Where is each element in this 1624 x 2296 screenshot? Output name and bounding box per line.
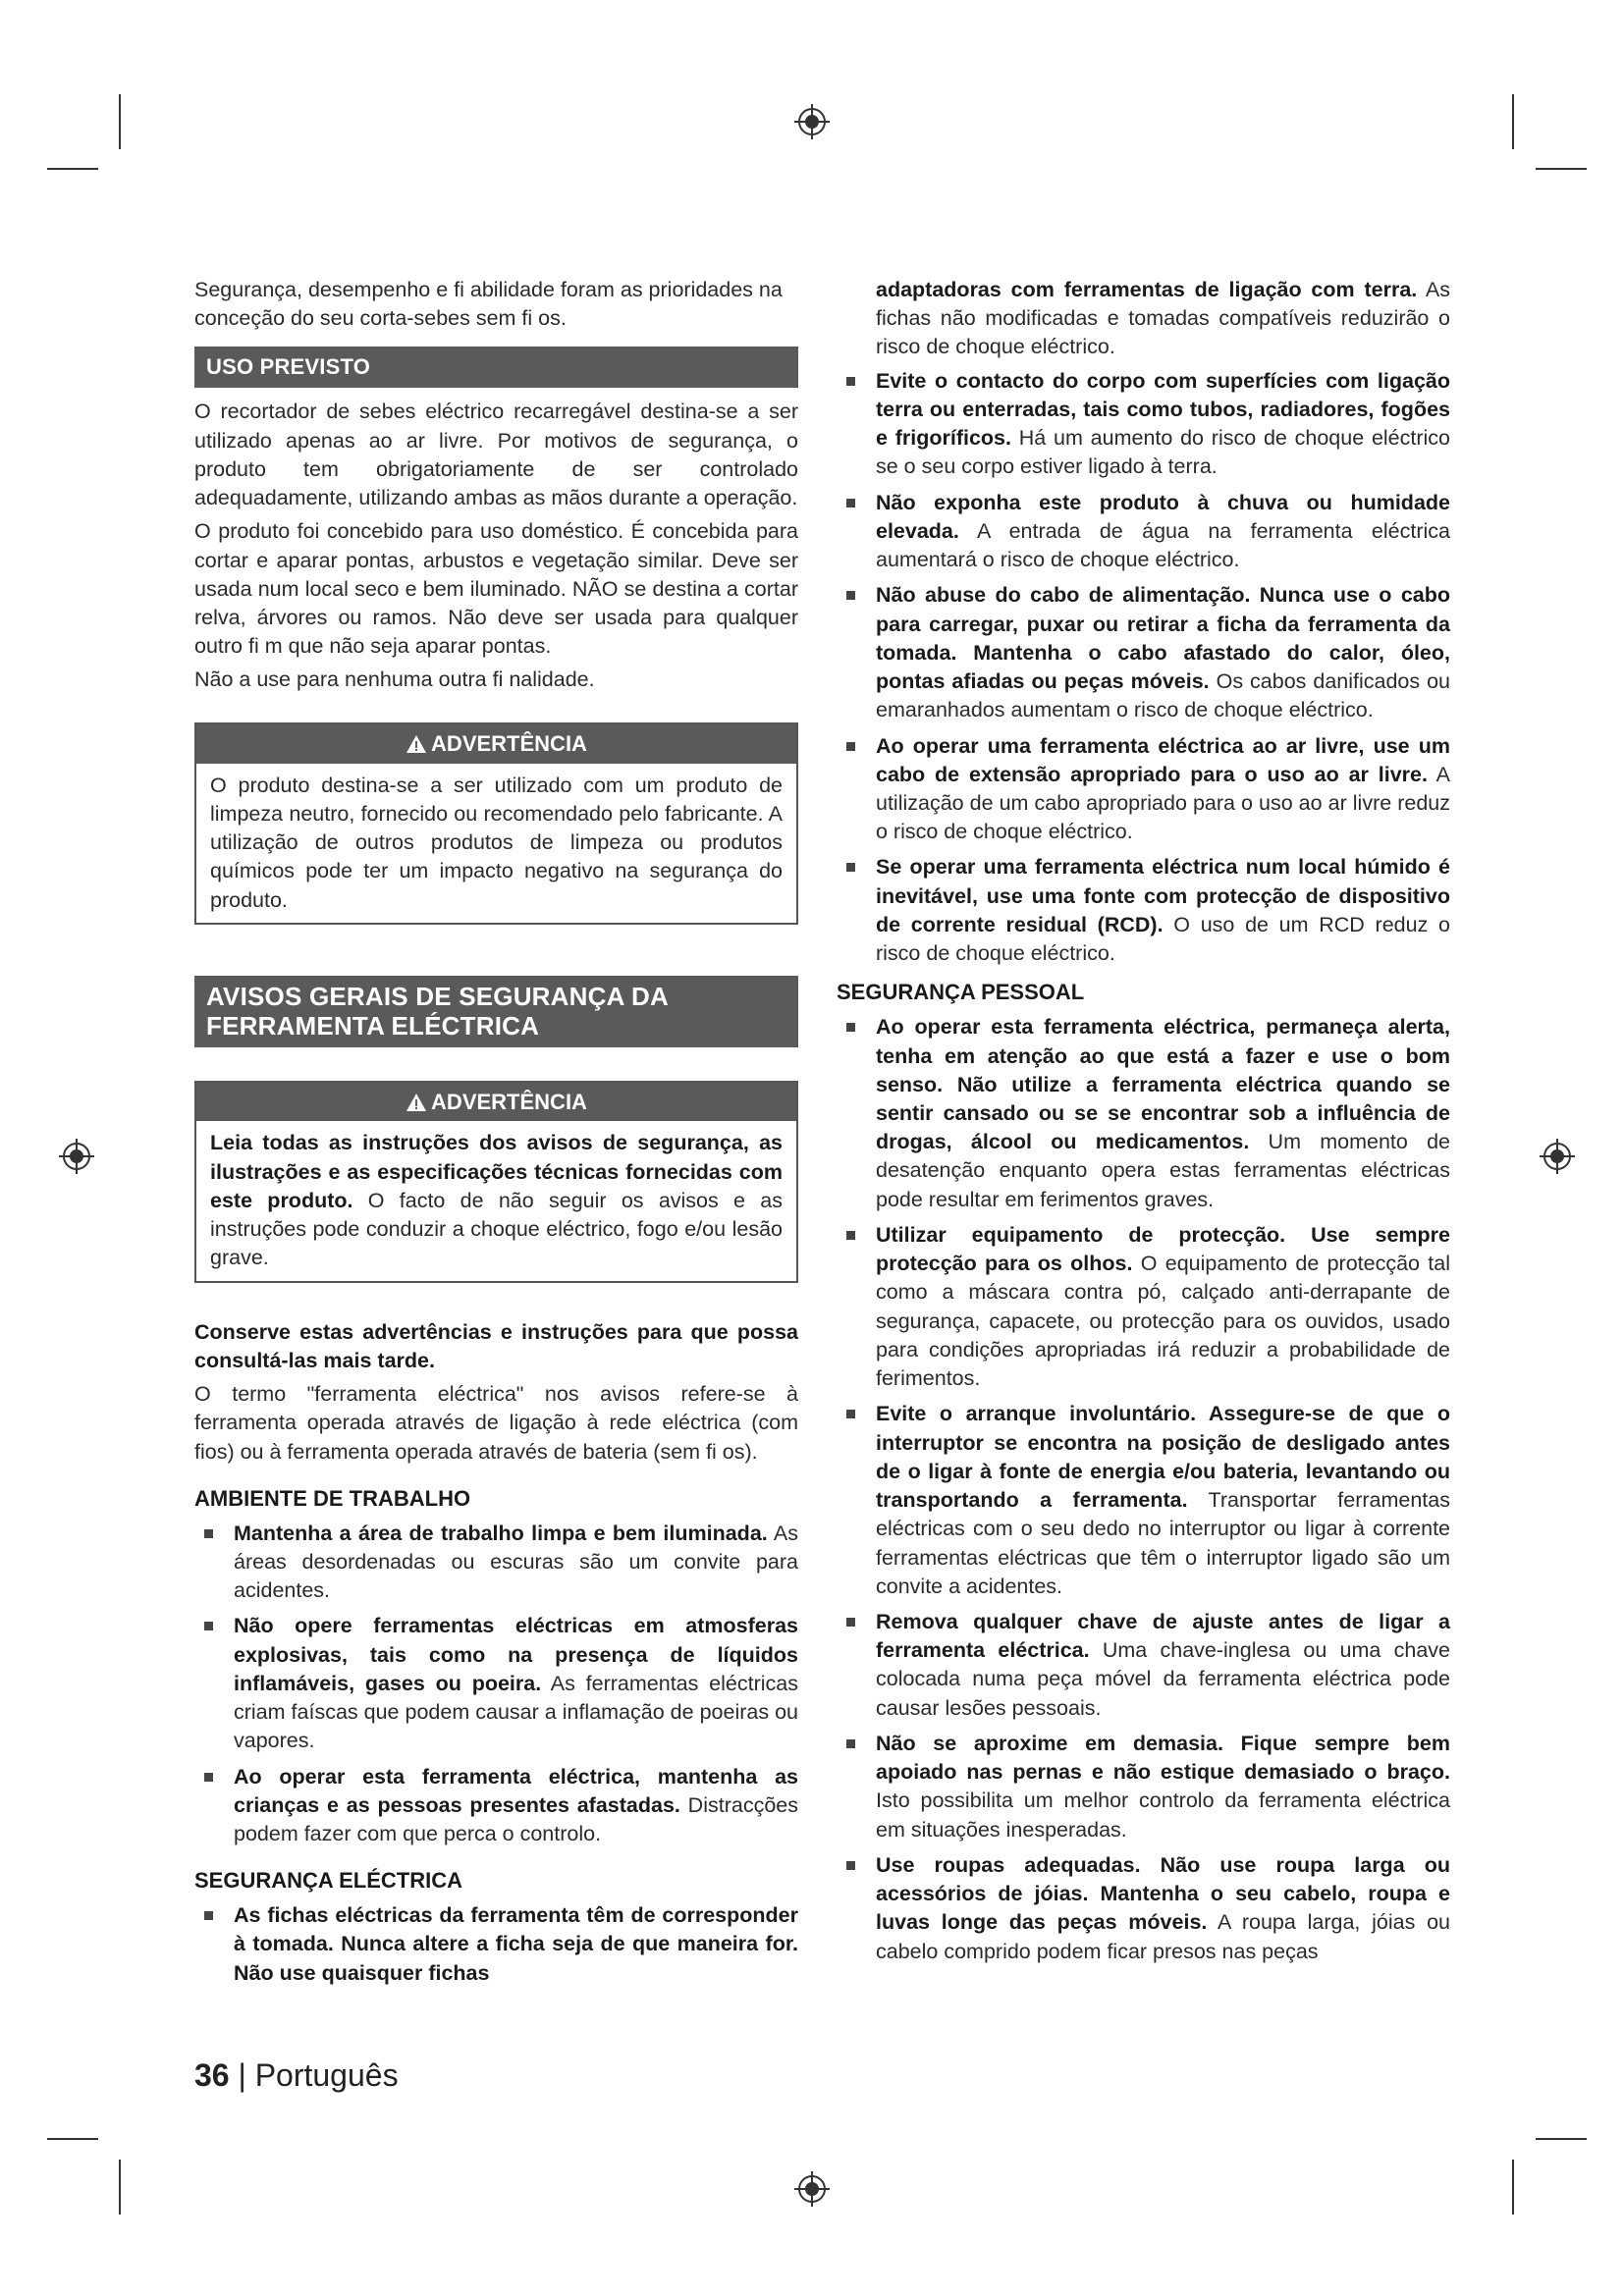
- seguranca-electrica-heading: SEGURANÇA ELÉCTRICA: [194, 1868, 462, 1894]
- uso-paragraph-2: O produto foi concebido para uso doméstico. É concebida para cortar e aparar pontas, arbustos e vegetação similar. Deve ser usada num local seco e bem iluminado. NÃO se destina a cortar relva, árvores ou ramos. Não deve ser usada para qualquer outro fi m que não seja aparar pontas.: [194, 519, 798, 659]
- pessoal-item-6-bold: Use roupas adequadas. Não use roupa larga ou acessórios de jóias. Mantenha o seu cabelo, roupa e luvas longe das peças móveis.: [876, 1852, 1450, 1935]
- left-column: [194, 276, 798, 1995]
- pessoal-item-1-bold: Ao operar esta ferramenta eléctrica, permaneça alerta, tenha em atenção ao que está a fazer e use o bom senso. Não utilize a ferramenta eléctrica quando se sentir cansado ou se se encontrar sob a influência de drogas, álcool ou medicamentos.: [876, 1015, 1450, 1154]
- electrica-item-1-bold: As fichas eléctricas da ferramenta têm de corresponder à tomada. Nunca altere a ficha seja de que maneira for. Não use quaisquer fichas: [234, 1903, 798, 1985]
- pessoal-item-2: [837, 1221, 1450, 1393]
- pessoal-item-5-text: Isto possibilita um melhor controlo da ferramenta eléctrica em situações inesperadas.: [876, 1789, 1450, 1842]
- uso-paragraph-1: O recortador de sebes eléctrico recarregável destina-se a ser utilizado apenas ao ar livre. Por motivos de segurança, o produto tem obrigatoriamente de ser controlado adequadamente, utilizando ambas as mãos durante a operação.: [194, 400, 798, 510]
- seguranca-pessoal-heading: SEGURANÇA PESSOAL: [837, 980, 1085, 1005]
- page-footer: [194, 2057, 399, 2094]
- pessoal-item-1-text: Um momento de desatenção enquanto opera estas ferramentas eléctricas pode resultar em ferimentos graves.: [876, 1130, 1450, 1211]
- pessoal-item-1: [837, 1013, 1450, 1214]
- electrica-item-1-cont-bold: adaptadoras com ferramentas de ligação com terra.: [876, 278, 1418, 301]
- ambiente-item-3-bold: Ao operar esta ferramenta eléctrica, mantenha as crianças e as pessoas presentes afastadas.: [234, 1764, 798, 1817]
- electrica-item-2-bold: Evite o contacto do corpo com superfícies com ligação terra ou enterradas, tais como tubos, radiadores, fogões e frigoríficos.: [876, 368, 1450, 451]
- registration-mark-top-icon: [792, 102, 832, 141]
- ambiente-item-2: [194, 1612, 798, 1755]
- electrica-item-5-bold: Ao operar uma ferramenta eléctrica ao ar livre, use um cabo de extensão apropriado para o uso ao ar livre.: [876, 733, 1450, 786]
- ambiente-item-3: [194, 1763, 798, 1849]
- warning-box-1-header: [196, 724, 796, 764]
- crop-mark-bl-v: [119, 2160, 121, 2215]
- warning-box-2: [194, 1081, 798, 1283]
- electrica-item-4: [837, 581, 1450, 724]
- ambiente-heading: AMBIENTE DE TRABALHO: [194, 1485, 471, 1511]
- warning-box-2-header: [196, 1083, 796, 1122]
- page-language: Português: [254, 2057, 399, 2093]
- warning-box-2-bold: Leia todas as instruções dos avisos de segurança, as ilustrações e as especificações técnicas fornecidas com este produto.: [210, 1131, 783, 1212]
- conserve-paragraph: Conserve estas advertências e instruções para que possa consultá-las mais tarde.: [194, 1319, 798, 1372]
- electrica-item-6-text: O uso de um RCD reduz o risco de choque eléctrico.: [876, 912, 1450, 966]
- crop-mark-tl-h: [47, 168, 98, 170]
- warning-box-1: [194, 722, 798, 925]
- uso-previsto-heading: USO PREVISTO: [194, 347, 798, 388]
- pessoal-item-2-bold: Utilizar equipamento de protecção. Use sempre protecção para os olhos.: [876, 1222, 1450, 1276]
- pessoal-item-3-bold: Evite o arranque involuntário. Assegure-se de que o interruptor se encontra na posição de desligado antes de o ligar à fonte de energia e/ou bateria, levantando ou transportando a ferramenta.: [876, 1402, 1450, 1513]
- right-column: [837, 276, 1450, 1973]
- crop-mark-bl-h: [47, 2138, 98, 2140]
- intro-paragraph: Segurança, desempenho e fi abilidade foram as prioridades na conceção do seu corta-sebes sem fi os.: [194, 278, 783, 331]
- registration-mark-right-icon: [1538, 1137, 1577, 1176]
- pessoal-item-3: [837, 1400, 1450, 1601]
- avisos-gerais-heading: AVISOS GERAIS DE SEGURANÇA DA FERRAMENTA ELÉCTRICA: [194, 976, 798, 1047]
- electrica-item-2-text: Há um aumento do risco de choque eléctrico se o seu corpo estiver ligado à terra.: [876, 426, 1450, 479]
- warning-triangle-icon: [406, 734, 427, 754]
- ambiente-item-1-bold: Mantenha a área de trabalho limpa e bem iluminada.: [234, 1521, 768, 1545]
- page-number: 36: [194, 2057, 230, 2093]
- ambiente-item-3-text: Distracções podem fazer com que perca o controlo.: [234, 1792, 798, 1846]
- crop-mark-tr-v: [1512, 94, 1514, 149]
- warning-box-2-text: [210, 1129, 783, 1272]
- registration-mark-left-icon: [57, 1137, 96, 1176]
- pessoal-item-2-text: O equipamento de protecção tal como a máscara contra pó, calçado anti-derrapante de segurança, capacete, ou protecção para os ouvidos, usado para condições apropriadas irá reduzir a probabilidade de ferimentos.: [876, 1252, 1451, 1391]
- electrica-item-2: [837, 367, 1450, 482]
- electrica-item-3-bold: Não exponha este produto à chuva ou humidade elevada.: [876, 490, 1450, 543]
- pessoal-item-4: [837, 1608, 1450, 1723]
- ambiente-item-1-text: As áreas desordenadas ou escuras são um convite para acidentes.: [234, 1521, 798, 1603]
- electrica-item-1-cont-text: As fichas não modificadas e tomadas compatíveis reduzirão o risco de choque eléctrico.: [876, 278, 1450, 359]
- warning-box-1-text: O produto destina-se a ser utilizado com um produto de limpeza neutro, fornecido ou recomendado pelo fabricante. A utilização de outros produtos de limpeza ou produtos químicos pode ter um impacto negativo na segurança do produto.: [210, 773, 783, 912]
- electrica-item-5-text: A utilização de um cabo apropriado para o uso ao ar livre reduz o risco de choque eléctrico.: [876, 762, 1450, 844]
- uso-paragraph-3: Não a use para nenhuma outra fi nalidade.: [194, 667, 595, 692]
- pessoal-item-5: [837, 1730, 1450, 1844]
- pessoal-item-6: [837, 1851, 1450, 1966]
- electrica-item-4-bold: Não abuse do cabo de alimentação. Nunca use o cabo para carregar, puxar ou retirar a ficha da ferramenta da tomada. Mantenha o cabo afastado do calor, óleo, pontas afiadas ou peças móveis.: [876, 583, 1450, 694]
- warning-box-2-title: ADVERTÊNCIA: [431, 1089, 587, 1114]
- warning-box-1-title: ADVERTÊNCIA: [431, 730, 587, 756]
- ambiente-item-2-bold: Não opere ferramentas eléctricas em atmosferas explosivas, tais como na presença de líquidos inflamáveis, gases ou poeira.: [234, 1614, 798, 1695]
- electrica-item-3-text: A entrada de água na ferramenta eléctrica aumentará o risco de choque eléctrico.: [876, 518, 1450, 572]
- electrica-item-5: [837, 732, 1450, 847]
- electrica-item-1: [194, 1901, 798, 1988]
- ambiente-item-1: [194, 1520, 798, 1606]
- electrica-item-6-bold: Se operar uma ferramenta eléctrica num local húmido é inevitável, use uma fonte com protecção de dispositivo de corrente residual (RCD).: [876, 855, 1450, 936]
- warning-box-2-rest: O facto de não seguir os avisos e as instruções pode conduzir a choque eléctrico, fogo e/ou lesão grave.: [210, 1188, 783, 1270]
- pessoal-item-4-text: Uma chave-inglesa ou uma chave colocada numa peça móvel da ferramenta eléctrica pode causar lesões pessoais.: [876, 1638, 1450, 1720]
- pessoal-item-3-text: Transportar ferramentas eléctricas com o seu dedo no interruptor ou ligar à corrente ferramentas eléctricas que têm o interruptor ligado são um convite a acidentes.: [876, 1488, 1450, 1598]
- electrica-item-4-text: Os cabos danificados ou emaranhados aumentam o risco de choque eléctrico.: [876, 669, 1450, 722]
- warning-triangle-icon: [406, 1093, 427, 1112]
- registration-mark-bottom-icon: [792, 2169, 832, 2209]
- crop-mark-br-h: [1536, 2138, 1587, 2140]
- crop-mark-br-v: [1512, 2160, 1514, 2215]
- electrica-item-3: [837, 489, 1450, 575]
- crop-mark-tr-h: [1536, 168, 1587, 170]
- electrica-item-1-continued: [837, 276, 1450, 362]
- pessoal-item-5-bold: Não se aproxime em demasia. Fique sempre bem apoiado nas pernas e não estique demasiado o braço.: [876, 1731, 1450, 1785]
- termo-paragraph: O termo "ferramenta eléctrica" nos avisos refere-se à ferramenta operada através de ligação à rede eléctrica (com fios) ou à ferramenta operada através de bateria (sem fi os).: [194, 1382, 798, 1464]
- crop-mark-tl-v: [119, 94, 121, 149]
- pessoal-item-6-text: A roupa larga, jóias ou cabelo comprido podem ficar presos nas peças: [876, 1910, 1450, 1963]
- ambiente-item-2-text: As ferramentas eléctricas criam faíscas que podem causar a inflamação de poeiras ou vapores.: [234, 1671, 798, 1753]
- pessoal-item-4-bold: Remova qualquer chave de ajuste antes de ligar a ferramenta eléctrica.: [876, 1609, 1450, 1663]
- page-footer-separator: |: [229, 2057, 255, 2093]
- electrica-item-6: [837, 853, 1450, 968]
